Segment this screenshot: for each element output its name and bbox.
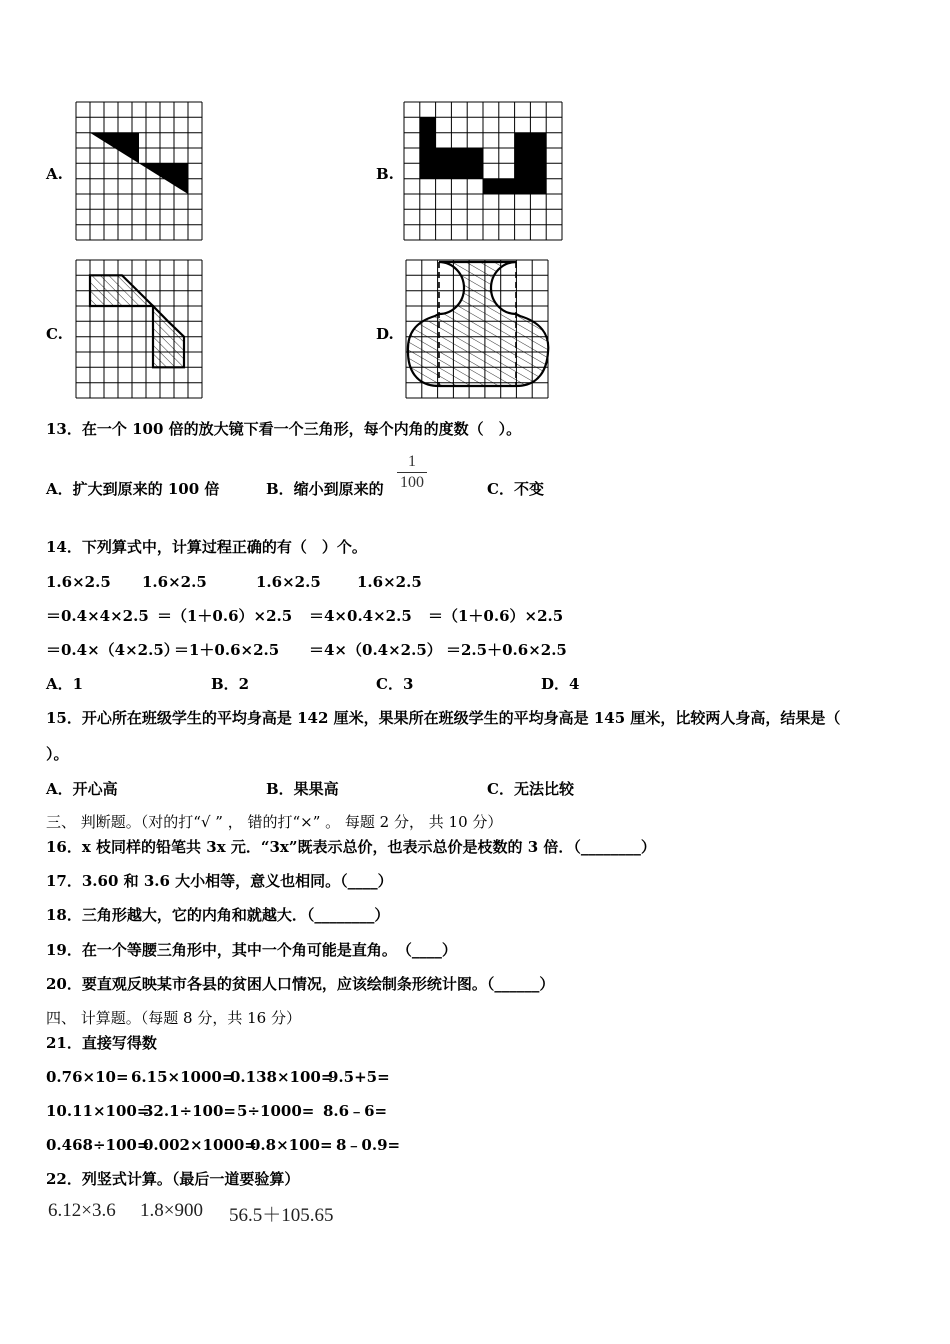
- q21-item-3-3: 0.8×100=: [250, 1136, 333, 1154]
- fraction-numerator: 1: [408, 453, 416, 470]
- q15-option-c: C．无法比较: [487, 780, 574, 798]
- grid-figure-c: [76, 260, 202, 398]
- q13-option-a: A．扩大到原来的 100 倍: [46, 480, 220, 498]
- q14-option-d: D．4: [541, 675, 580, 693]
- q14-expr-4-line-2: ＝（1＋0.6）×2.5: [428, 607, 564, 625]
- q22-problem-1: 6.12×3.6: [48, 1200, 116, 1221]
- q21-item-2-4: 8.6﹣6=: [323, 1102, 388, 1120]
- q13-fraction: [397, 453, 427, 492]
- q21-item-1-4: 9.5+5=: [328, 1068, 390, 1086]
- q14-option-b: B．2: [211, 675, 250, 693]
- grid-figure-a: [76, 102, 202, 240]
- q21-item-3-4: 8﹣0.9=: [336, 1136, 401, 1154]
- q17-statement: 17．3.60 和 3.6 大小相等，意义也相同。（____）: [46, 872, 393, 890]
- q20-statement: 20．要直观反映某市各县的贫困人口情况，应该绘制条形统计图。（______）: [46, 975, 555, 993]
- q15-stem: 15．开心所在班级学生的平均身高是 142 厘米，果果所在班级学生的平均身高是 145 厘米，比较两人身高，结果是（: [46, 709, 841, 727]
- q14-option-c: C．3: [376, 675, 414, 693]
- q14-expr-1-line-3: ＝0.4×（4×2.5）: [46, 641, 179, 659]
- grid-figure-d: [406, 260, 548, 398]
- q21-item-3-2: 0.002×1000=: [143, 1136, 257, 1154]
- q13-option-b: B．缩小到原来的: [266, 480, 384, 498]
- q21-item-3-1: 0.468÷100=: [46, 1136, 150, 1154]
- section4-heading: 四、 计算题。（每题 8 分，共 16 分）: [46, 1009, 301, 1027]
- q22-problem-2: 1.8×900: [140, 1200, 203, 1221]
- q21-item-1-3: 0.138×100=: [230, 1068, 334, 1086]
- q16-statement: 16．x 枝同样的铅笔共 3x 元．“3x”既表示总价，也表示总价是枝数的 3 倍．（________）: [46, 838, 656, 856]
- q14-expr-3-line-3: ＝4×（0.4×2.5）: [309, 641, 442, 659]
- q14-expr-1-line-1: 1.6×2.5: [46, 573, 111, 591]
- q13-stem: 13．在一个 100 倍的放大镜下看一个三角形，每个内角的度数（ ）。: [46, 420, 522, 438]
- q14-option-a: A．1: [46, 675, 84, 693]
- q19-statement: 19．在一个等腰三角形中，其中一个角可能是直角。 （____）: [46, 941, 457, 959]
- q15-option-b: B．果果高: [266, 780, 339, 798]
- q14-expr-2-line-3: ＝1＋0.6×2.5: [174, 641, 280, 659]
- q21-stem: 21．直接写得数: [46, 1034, 157, 1052]
- section3-heading: 三、 判断题。（对的打“√ ” ， 错的打“×” 。 每题 2 分， 共 10 分）: [46, 813, 503, 831]
- fraction-denominator: 100: [400, 474, 424, 491]
- q14-expr-3-line-2: ＝4×0.4×2.5: [309, 607, 412, 625]
- q15-option-a: A．开心高: [46, 780, 118, 798]
- option-a-label: A.: [46, 165, 63, 183]
- q14-expr-1-line-2: ＝0.4×4×2.5: [46, 607, 149, 625]
- q18-statement: 18．三角形越大，它的内角和就越大．（________）: [46, 906, 390, 924]
- q22-problem-3: 56.5＋105.65: [229, 1205, 334, 1226]
- grid-figure-b: [404, 102, 562, 240]
- q21-item-2-2: 32.1÷100=: [143, 1102, 236, 1120]
- option-d-label: D.: [376, 325, 394, 343]
- q14-expr-4-line-3: ＝2.5＋0.6×2.5: [446, 641, 567, 659]
- q21-item-1-2: 6.15×1000=: [131, 1068, 235, 1086]
- q14-expr-4-line-1: 1.6×2.5: [357, 573, 422, 591]
- option-b-label: B.: [376, 165, 394, 183]
- q15-stem-cont: ）。: [46, 745, 69, 763]
- q21-item-2-3: 5÷1000=: [237, 1102, 315, 1120]
- q14-expr-2-line-2: ＝（1＋0.6）×2.5: [157, 607, 293, 625]
- shape-d: [408, 262, 548, 386]
- q14-expr-2-line-1: 1.6×2.5: [142, 573, 207, 591]
- option-c-label: C.: [46, 325, 63, 343]
- q14-stem: 14．下列算式中，计算过程正确的有（ ）个。: [46, 538, 367, 556]
- q14-expr-3-line-1: 1.6×2.5: [256, 573, 321, 591]
- q22-stem: 22．列竖式计算。（最后一道要验算）: [46, 1170, 300, 1188]
- q21-item-1-1: 0.76×10=: [46, 1068, 129, 1086]
- q13-option-c: C．不变: [487, 480, 544, 498]
- q21-item-2-1: 10.11×100=: [46, 1102, 150, 1120]
